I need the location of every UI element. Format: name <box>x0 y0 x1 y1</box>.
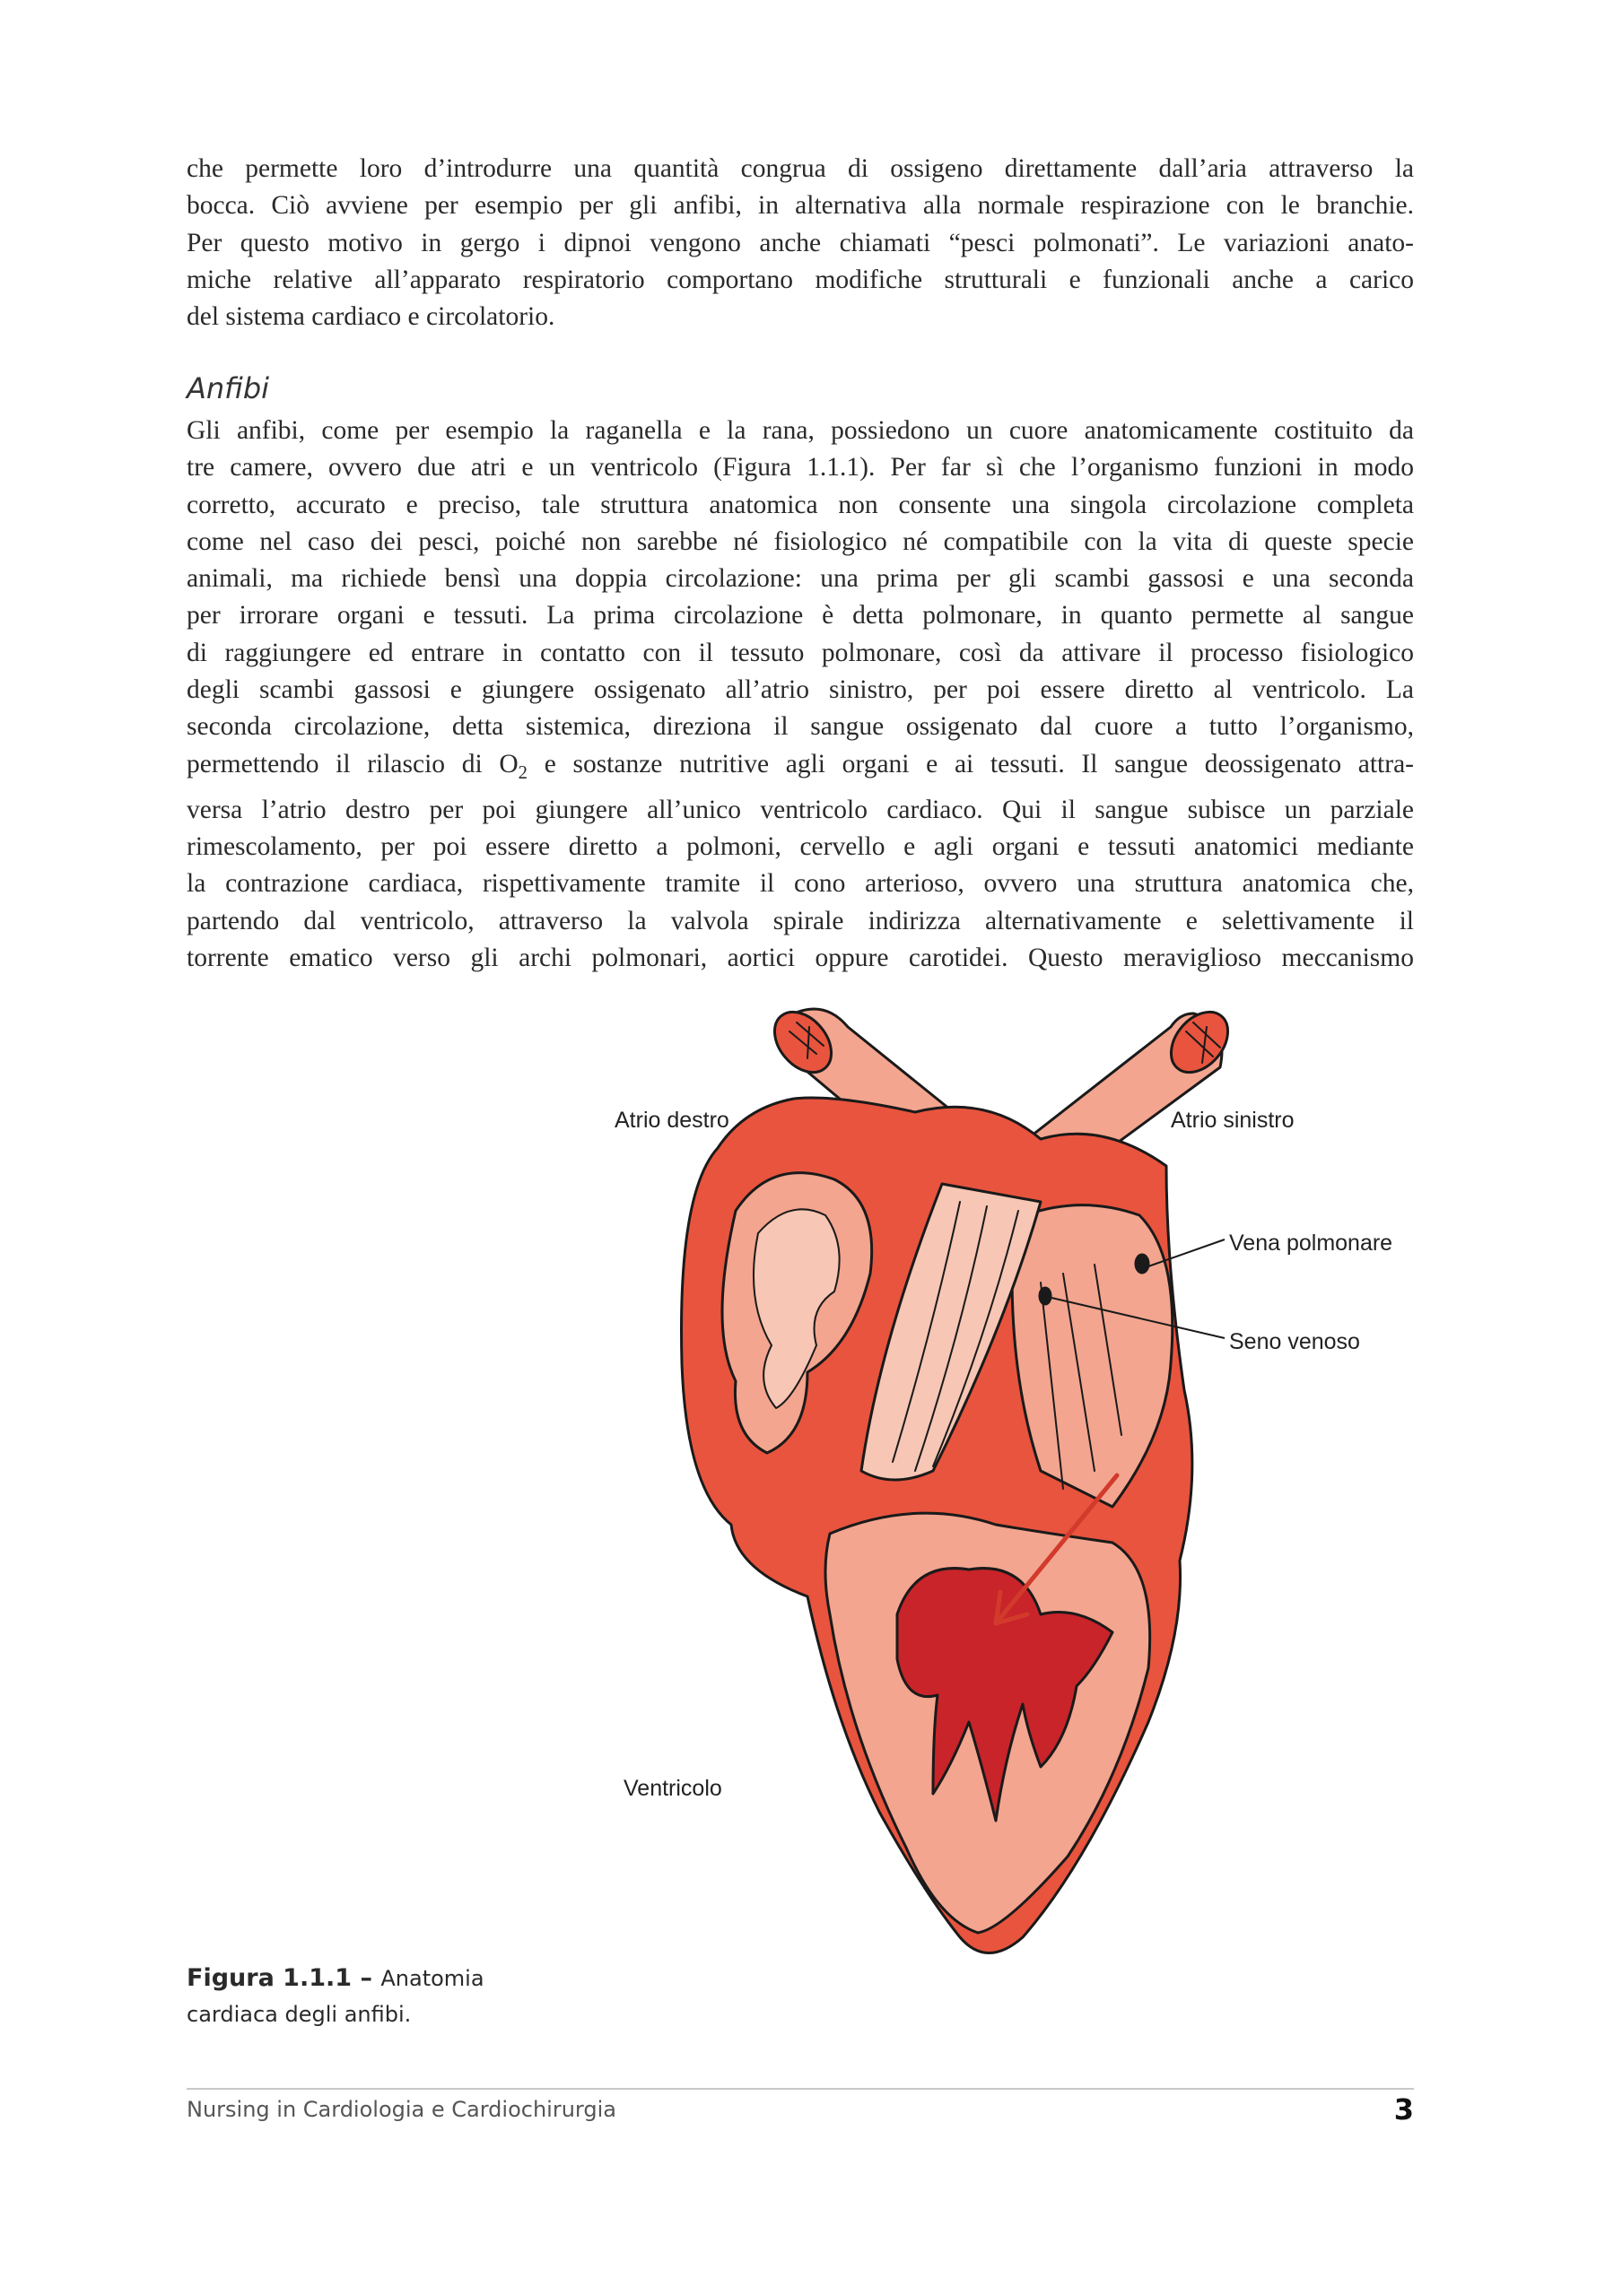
text-line: torrente ematico verso gli archi polmonari, aortici oppure carotidei. Questo meraviglioso meccanismo <box>187 944 1414 973</box>
text-line: degli scambi gassosi e giungere ossigenato all’atrio sinistro, per poi essere diretto al ventricolo. La <box>187 675 1414 705</box>
text-line: versa l’atrio destro per poi giungere all’unico ventricolo cardiaco. Qui il sangue subisce un parziale <box>187 795 1414 824</box>
caption-dash: – <box>352 1964 381 1992</box>
text-line-o2 <box>187 746 1414 792</box>
text-line: corretto, accurato e preciso, tale struttura anatomica non consente una singola circolazione completa <box>187 490 1414 519</box>
label-seno-venoso: Seno venoso <box>1229 1329 1360 1354</box>
text-line: la contrazione cardiaca, rispettivamente tramite il cono arterioso, ovvero una struttura anatomica che, <box>187 869 1414 899</box>
seno-venoso-opening <box>1040 1288 1051 1304</box>
text-line: di raggiungere ed entrare in contatto con il tessuto polmonare, così da attivare il processo fisiologico <box>187 638 1414 667</box>
text-line: per irrorare organi e tessuti. La prima circolazione è detta polmonare, in quanto permette al sangue <box>187 601 1414 631</box>
amphibian-heart-illustration <box>538 987 1435 2045</box>
text-line: come nel caso dei pesci, poiché non sarebbe né fisiologico né compatibile con la vita di queste specie <box>187 526 1414 556</box>
section-heading-anfibi: Anfibi <box>187 371 270 405</box>
paragraph-respiration <box>187 151 1414 335</box>
label-atrio-sinistro: Atrio sinistro <box>1171 1108 1295 1133</box>
vena-polmonare-opening <box>1136 1255 1148 1273</box>
subscript-2: 2 <box>518 762 528 783</box>
text-line: Gli anfibi, come per esempio la raganella e la rana, possiedono un cuore anatomicamente costituito da <box>187 416 1414 445</box>
label-atrio-destro: Atrio destro <box>615 1108 729 1133</box>
paragraph-anfibi <box>187 413 1414 977</box>
text-fragment: permettendo il rilascio di O <box>187 749 519 778</box>
text-line: del sistema cardiaco e circolatorio. <box>187 302 555 332</box>
label-ventricolo: Ventricolo <box>624 1776 722 1801</box>
text-line: che permette loro d’introdurre una quantità congrua di ossigeno direttamente dall’aria attraverso la <box>187 154 1414 183</box>
footer-divider <box>187 2088 1414 2090</box>
heart-figure <box>538 987 1435 2045</box>
label-vena-polmonare: Vena polmonare <box>1229 1231 1393 1256</box>
text-line: rimescolamento, per poi essere diretto a polmoni, cervello e agli organi e tessuti anatomici mediante <box>187 832 1414 862</box>
caption-number: Figura 1.1.1 <box>187 1964 353 1992</box>
text-line: seconda circolazione, detta sistemica, direziona il sangue ossigenato dal cuore a tutto l’organismo, <box>187 712 1414 742</box>
text-line: tre camere, ovvero due atri e un ventricolo (Figura 1.1.1). Per far sì che l’organismo funzioni in modo <box>187 453 1414 483</box>
text-line: animali, ma richiede bensì una doppia circolazione: una prima per gli scambi gassosi e una seconda <box>187 564 1414 594</box>
text-fragment: e sostanze nutritive agli organi e ai tessuti. Il sangue deossigenato attra- <box>528 749 1414 778</box>
text-line: miche relative all’apparato respiratorio comportano modifiche strutturali e funzionali anche a carico <box>187 265 1414 294</box>
text-line: Per questo motivo in gergo i dipnoi vengono anche chiamati “pesci polmonati”. Le variazioni anato- <box>187 228 1414 257</box>
figure-caption <box>187 1961 581 2032</box>
footer-book-title: Nursing in Cardiologia e Cardiochirurgia <box>187 2097 616 2122</box>
caption-text: Anatomia cardiaca degli anfibi. <box>187 1966 484 2027</box>
text-line: partendo dal ventricolo, attraverso la valvola spirale indirizza alternativamente e selettivamente il <box>187 906 1414 935</box>
text-line: bocca. Ciò avviene per esempio per gli anfibi, in alternativa alla normale respirazione con le branchie. <box>187 191 1414 221</box>
page-number: 3 <box>1393 2092 1414 2126</box>
